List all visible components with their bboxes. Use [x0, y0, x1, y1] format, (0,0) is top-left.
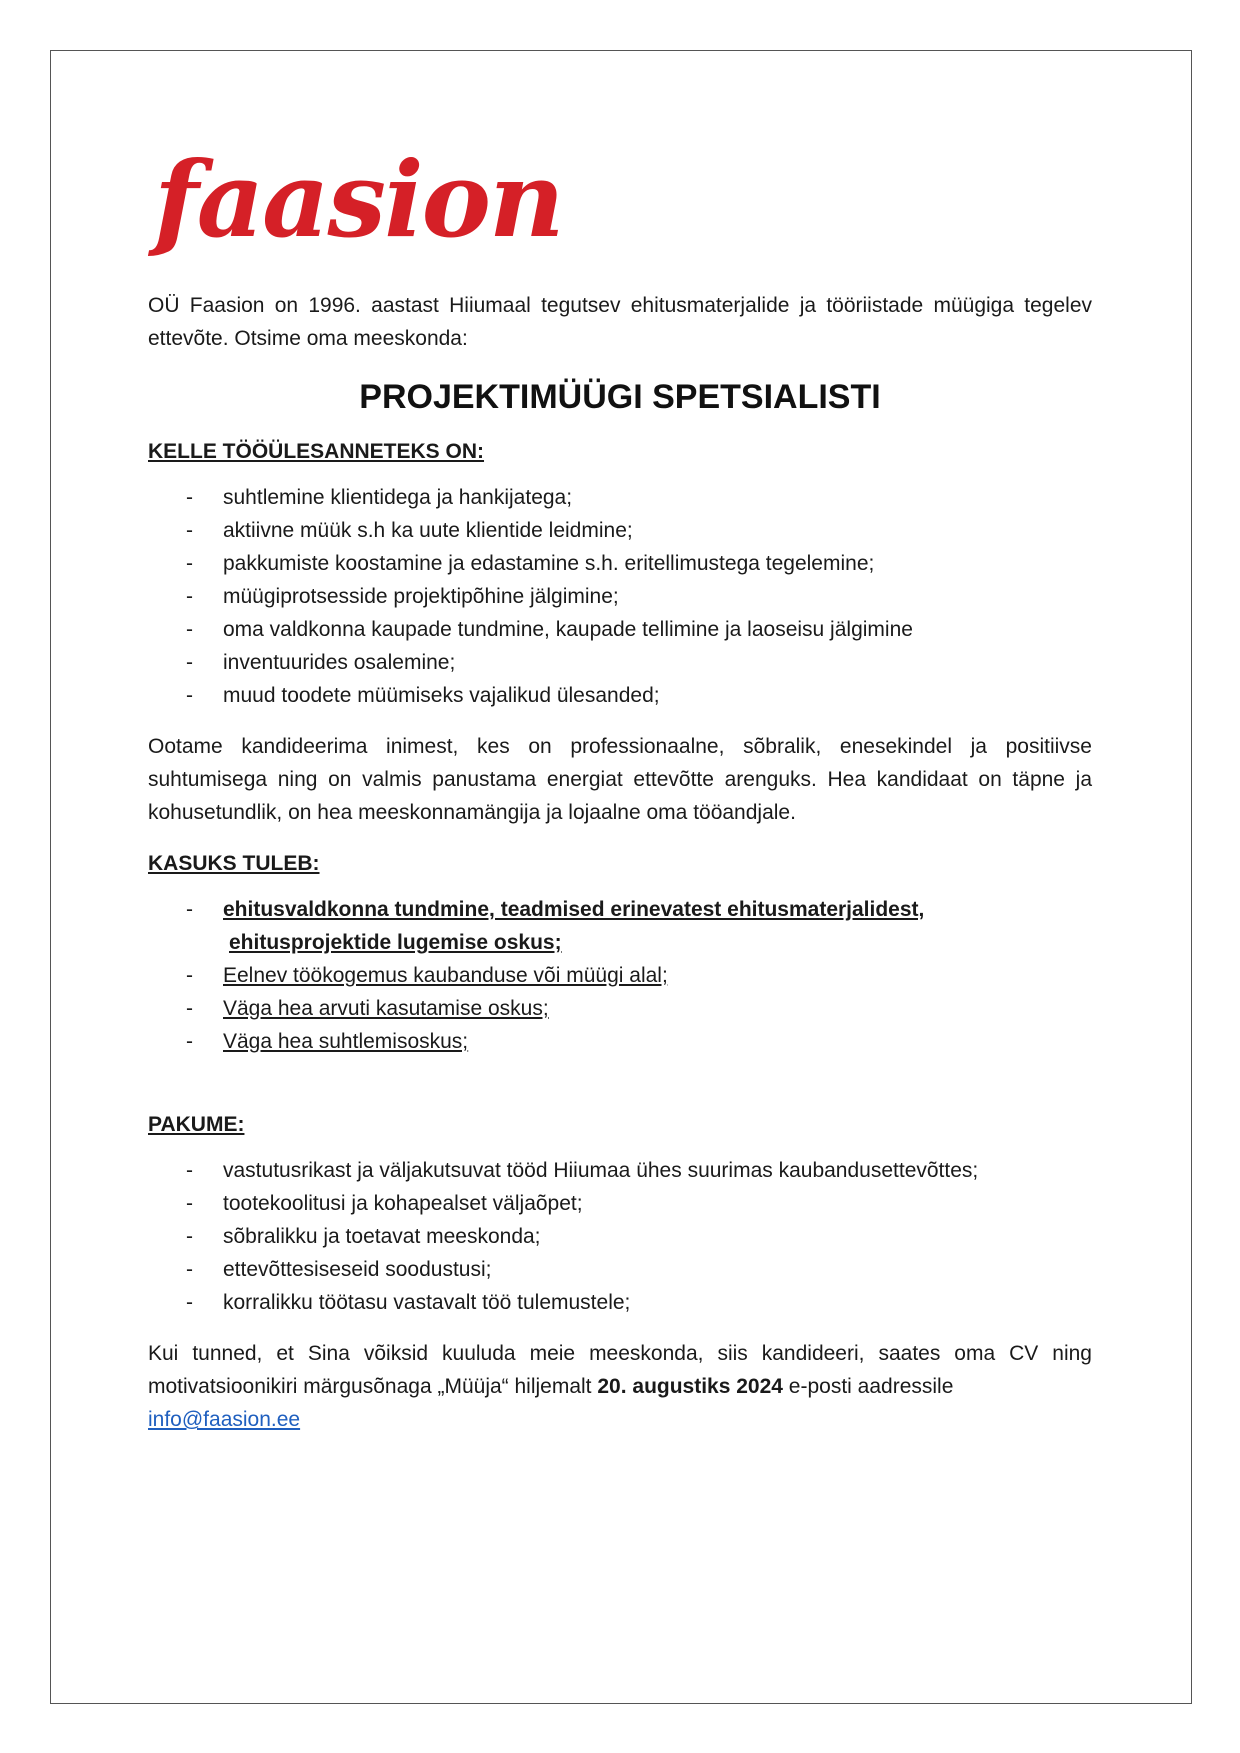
list-item: - müügiprotsesside projektipõhine jälgimine; — [148, 580, 1092, 613]
logo-wordmark: faasion — [154, 140, 563, 261]
list-item: - tootekoolitusi ja kohapealset väljaõpet; — [148, 1187, 1092, 1220]
email-link[interactable]: info@faasion.ee — [148, 1408, 301, 1431]
dash-bullet: - — [186, 1291, 193, 1314]
dash-bullet: - — [186, 585, 193, 608]
dash-bullet: - — [186, 898, 193, 921]
list-item: - Eelnev töökogemus kaubanduse või müügi alal; — [148, 959, 1092, 992]
list-item: - Väga hea arvuti kasutamise oskus; — [148, 992, 1092, 1025]
list-item: - aktiivne müük s.h ka uute klientide leidmine; — [148, 514, 1092, 547]
advantages-heading: KASUKS TULEB: — [148, 852, 320, 875]
dash-bullet: - — [186, 684, 193, 707]
list-item: - ettevõttesiseseid soodustusi; — [148, 1253, 1092, 1286]
list-item: - muud toodete müümiseks vajalikud ülesanded; — [148, 679, 1092, 712]
list-item: - Väga hea suhtlemisoskus; — [148, 1025, 1092, 1058]
dash-bullet: - — [186, 651, 193, 674]
list-item: - pakkumiste koostamine ja edastamine s.h. eritellimustega tegelemine; — [148, 547, 1092, 580]
offer-heading: PAKUME: — [148, 1113, 245, 1136]
dash-bullet: - — [186, 1159, 193, 1182]
faasion-logo — [148, 140, 568, 275]
duties-heading: KELLE TÖÖÜLESANNETEKS ON: — [148, 440, 485, 463]
list-item: - korralikku töötasu vastavalt töö tulemustele; — [148, 1286, 1092, 1319]
dash-bullet: - — [186, 997, 193, 1020]
dash-bullet: - — [186, 618, 193, 641]
intro-text: OÜ Faasion on 1996. aastast Hiiumaal tegutsev ehitusmaterjalide ja tööriistade müügiga tegelev ettevõte. Otsime oma meeskonda: — [148, 294, 1092, 350]
dash-bullet: - — [186, 964, 193, 987]
dash-bullet: - — [186, 519, 193, 542]
dash-bullet: - — [186, 486, 193, 509]
dash-bullet: - — [186, 1030, 193, 1053]
job-title: PROJEKTIMÜÜGI SPETSIALISTI — [359, 378, 881, 416]
list-item: - oma valdkonna kaupade tundmine, kaupade tellimine ja laoseisu jälgimine — [148, 613, 1092, 646]
dash-bullet: - — [186, 1258, 193, 1281]
list-item: - vastutusrikast ja väljakutsuvat tööd Hiiumaa ühes suurimas kaubandusettevõttes; — [148, 1154, 1092, 1187]
candidate-description: Ootame kandideerima inimest, kes on professionaalne, sõbralik, enesekindel ja positiivse suhtumisega ning on valmis panustama energiat ettevõtte arenguks. Hea kandidaat on täpne ja kohusetundlik, on hea meeskonnamängija ja lojaalne oma tööandjale. — [148, 735, 1092, 824]
list-item: - sõbralikku ja toetavat meeskonda; — [148, 1220, 1092, 1253]
list-item: - suhtlemine klientidega ja hankijatega; — [148, 481, 1092, 514]
duties-list — [148, 481, 1092, 712]
dash-bullet: - — [186, 552, 193, 575]
dash-bullet: - — [186, 1192, 193, 1215]
job-ad — [148, 140, 1092, 1436]
dash-bullet: - — [186, 1225, 193, 1248]
closing-text: Kui tunned, et Sina võiksid kuuluda meie meeskonda, siis kandideeri, saates oma CV ning motivatsioonikiri märgusõnaga „Müüja“ hiljemalt 20. augustiks 2024 e-posti aadressile info@faasion.ee — [148, 1342, 1092, 1431]
offer-list — [148, 1154, 1092, 1319]
list-item: - ehitusvaldkonna tundmine, teadmised erinevatest ehitusmaterjalidest, ehitusprojektide lugemise oskus; — [148, 893, 1092, 959]
list-item: - inventuurides osalemine; — [148, 646, 1092, 679]
deadline-date: 20. augustiks 2024 — [597, 1375, 783, 1398]
advantages-list — [148, 893, 1092, 1058]
